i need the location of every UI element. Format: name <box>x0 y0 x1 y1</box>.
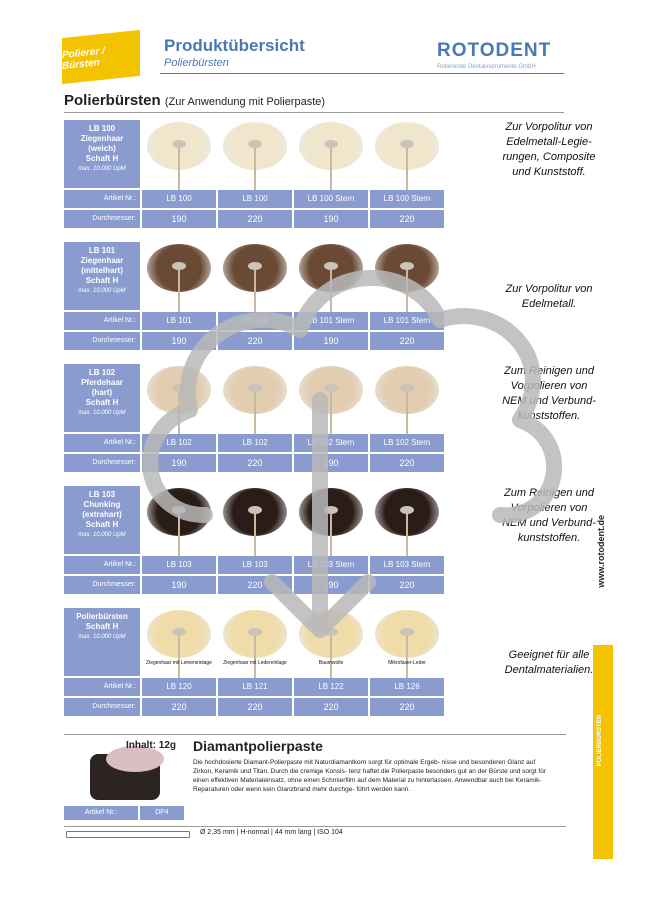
shank-spec: Ø 2,35 mm | H-normal | 44 mm lang | ISO 104 <box>200 829 343 836</box>
article-cell: LB 101 <box>218 312 292 330</box>
diameter-cell: 220 <box>218 454 292 472</box>
article-label: Artikel Nr.: <box>64 312 140 330</box>
diameter-row <box>64 698 454 716</box>
diameter-label: Durchmesser: <box>64 332 140 350</box>
diameter-label: Durchmesser: <box>64 454 140 472</box>
article-cell: LB 102 Stern <box>370 434 444 452</box>
diameter-cell: 190 <box>142 210 216 228</box>
diameter-cell: 190 <box>294 576 368 594</box>
product-label-line: (weich) <box>88 144 116 153</box>
brush-shaft-icon <box>178 514 180 556</box>
article-cell: LB 100 <box>142 190 216 208</box>
brush-shaft-icon <box>406 636 408 678</box>
description-line: Edelmetall-Legie- <box>506 136 592 148</box>
section-title <box>64 92 325 109</box>
diameter-cell: 220 <box>218 698 292 716</box>
article-row <box>64 678 454 696</box>
description-line: Zum Reinigen und <box>504 365 594 377</box>
product-label-line: Ziegenhaar <box>80 256 124 265</box>
diameter-cell: 220 <box>218 576 292 594</box>
page-title: Produktübersicht <box>164 36 305 55</box>
diameter-cell: 190 <box>142 332 216 350</box>
article-cell: LB 103 Stern <box>294 556 368 574</box>
article-cell: LB 121 <box>218 678 292 696</box>
article-cell: LB 122 <box>294 678 368 696</box>
article-row <box>64 434 454 452</box>
product-label-line: (hart) <box>91 388 113 397</box>
product-speed: max. 10.000 UpM <box>78 532 126 538</box>
product-label-line: Chunking <box>83 500 121 509</box>
diameter-cell: 190 <box>142 576 216 594</box>
paste-divider <box>64 734 566 735</box>
brush-shaft-icon <box>330 392 332 434</box>
article-cell: LB 101 Stern <box>370 312 444 330</box>
diameter-row <box>64 454 454 472</box>
product-label-line: (extrahart) <box>82 510 122 519</box>
brush-shaft-icon <box>254 636 256 678</box>
brush-shaft-icon <box>406 270 408 312</box>
product-label-line: Schaft H <box>85 622 119 631</box>
description-line: kunststoffen. <box>517 532 581 544</box>
description-line: Dentalmaterialien. <box>504 664 594 676</box>
product-label-line: LB 103 <box>88 490 116 499</box>
brush-hub-icon <box>248 506 262 514</box>
product-label <box>64 242 140 310</box>
diameter-row <box>64 210 454 228</box>
diameter-label: Durchmesser: <box>64 576 140 594</box>
brush-hub-icon <box>400 262 414 270</box>
diameter-cell: 220 <box>370 698 444 716</box>
side-category-label: POLIERBÜRSTEN <box>597 715 603 767</box>
paste-article-row <box>64 806 184 820</box>
paste-jar-image <box>74 740 177 804</box>
shank-icon <box>66 831 190 838</box>
description-line: kunststoffen. <box>517 410 581 422</box>
product-label-line: LB 101 <box>88 246 116 255</box>
brush-shaft-icon <box>330 270 332 312</box>
article-cell: LB 102 <box>142 434 216 452</box>
brush-shaft-icon <box>406 392 408 434</box>
article-cell: LB 101 <box>142 312 216 330</box>
product-speed: max. 10.000 UpM <box>78 288 126 294</box>
diameter-label: Durchmesser: <box>64 698 140 716</box>
article-cell: LB 126 <box>370 678 444 696</box>
description-line: Zum Reinigen und <box>504 487 594 499</box>
description-line: und Kunststoff. <box>512 166 586 178</box>
section-divider <box>64 112 564 113</box>
brush-hub-icon <box>172 262 186 270</box>
product-label-line: Pferdehaar <box>81 378 123 387</box>
brush-hub-icon <box>400 140 414 148</box>
brush-shaft-icon <box>406 148 408 190</box>
diameter-cell: 220 <box>218 210 292 228</box>
brush-hub-icon <box>172 628 186 636</box>
product-label <box>64 608 140 676</box>
product-label-line: Schaft H <box>85 398 119 407</box>
bottom-divider <box>64 826 566 827</box>
page-subtitle: Polierbürsten <box>164 57 229 69</box>
brush-shaft-icon <box>330 514 332 556</box>
brush-shaft-icon <box>254 148 256 190</box>
brush-hub-icon <box>324 506 338 514</box>
product-speed: max. 10.000 UpM <box>78 634 126 640</box>
brush-caption: Ziegenhaar mit Ledereinlage <box>223 660 287 666</box>
article-cell: LB 103 Stern <box>370 556 444 574</box>
diameter-cell: 220 <box>370 210 444 228</box>
product-images <box>142 242 452 310</box>
description-line: NEM und Verbund- <box>502 395 596 407</box>
product-block <box>64 120 596 228</box>
side-category-tab <box>593 645 613 859</box>
diameter-row <box>64 332 454 350</box>
brush-hub-icon <box>324 384 338 392</box>
product-block <box>64 486 596 594</box>
article-cell: LB 103 <box>218 556 292 574</box>
description-line: Edelmetall. <box>521 298 577 310</box>
brush-caption: Baumwolle <box>318 660 344 666</box>
brush-hub-icon <box>400 628 414 636</box>
diameter-cell: 220 <box>370 332 444 350</box>
diameter-label: Durchmesser: <box>64 210 140 228</box>
product-images <box>142 486 452 554</box>
product-label-line: Schaft H <box>85 520 119 529</box>
article-label: Artikel Nr.: <box>64 434 140 452</box>
category-tab: Polierer / Bürsten <box>62 30 140 84</box>
brush-hub-icon <box>172 384 186 392</box>
brush-shaft-icon <box>178 392 180 434</box>
description-line: Zur Vorpolitur von <box>505 283 593 295</box>
product-description <box>464 282 634 312</box>
diameter-cell: 220 <box>370 576 444 594</box>
product-images <box>142 608 452 676</box>
product-label-line: (mittelhart) <box>81 266 123 275</box>
article-label: Artikel Nr.: <box>64 190 140 208</box>
article-label: Artikel Nr.: <box>64 678 140 696</box>
brand-tagline: Rotierende Dentalinstrumente GmbH <box>437 64 536 70</box>
article-label: Artikel Nr.: <box>64 556 140 574</box>
brand-logo: ROTODENT <box>437 40 552 61</box>
description-line: rungen, Composite <box>502 151 596 163</box>
brush-caption: Mikrofaser-Leder <box>388 660 426 666</box>
product-images <box>142 120 452 188</box>
article-row <box>64 190 454 208</box>
side-url: www.rotodent.de <box>596 515 606 588</box>
article-cell: LB 120 <box>142 678 216 696</box>
description-line: Vorpolieren von <box>510 380 588 392</box>
paste-article-label: Artikel Nr.: <box>64 806 138 820</box>
section-subtitle: (Zur Anwendung mit Polierpaste) <box>164 96 326 108</box>
brush-hub-icon <box>172 140 186 148</box>
brush-shaft-icon <box>254 514 256 556</box>
diameter-cell: 220 <box>370 454 444 472</box>
product-block <box>64 608 594 716</box>
diameter-cell: 190 <box>294 210 368 228</box>
product-label <box>64 486 140 554</box>
article-cell: LB 100 <box>218 190 292 208</box>
brush-hub-icon <box>172 506 186 514</box>
diameter-row <box>64 576 454 594</box>
brush-shaft-icon <box>254 392 256 434</box>
article-cell: LB 102 Stern <box>294 434 368 452</box>
description-line: Geeignet für alle <box>508 649 590 661</box>
brush-hub-icon <box>400 384 414 392</box>
article-cell: LB 101 Stern <box>294 312 368 330</box>
product-label-line: Polierbürsten <box>76 612 128 621</box>
article-cell: LB 103 <box>142 556 216 574</box>
brush-hub-icon <box>324 262 338 270</box>
product-block <box>64 242 593 350</box>
brush-hub-icon <box>324 628 338 636</box>
article-row <box>64 556 454 574</box>
brush-hub-icon <box>248 628 262 636</box>
product-label-line: Ziegenhaar <box>80 134 124 143</box>
article-cell: LB 100 Stern <box>294 190 368 208</box>
paste-description: Die hochdosierte Diamant-Polierpaste mit Naturdiamantkorn sorgt für optimale Ergeb- nisse und besonderen Glanz auf Zirkon, Keramik und Titan. Durch die cremige Konsis- tenz haftet die Polierpaste besonders gut an der Bürste und sorgt für einen effektiven Materialeinsatz, ohne einen Schmierfilm auf dem Material zu hinterlassen. Anwendbar auch bei Keramik-Reparaturen oder wenn kein Glanzbrand mehr durchge- führt werden kann. <box>193 759 546 793</box>
description-line: Zur Vorpolitur von <box>505 121 593 133</box>
product-speed: max. 10.000 UpM <box>78 166 126 172</box>
product-block <box>64 364 596 472</box>
product-label <box>64 364 140 432</box>
product-description <box>464 120 634 180</box>
diameter-cell: 220 <box>142 698 216 716</box>
brush-shaft-icon <box>178 270 180 312</box>
article-cell: LB 100 Stern <box>370 190 444 208</box>
brush-shaft-icon <box>254 270 256 312</box>
product-label-line: Schaft H <box>85 154 119 163</box>
paste-article-value: DP4 <box>140 806 184 820</box>
brush-hub-icon <box>248 140 262 148</box>
brush-shaft-icon <box>330 636 332 678</box>
paste-content: Inhalt: 12g <box>126 740 177 751</box>
brush-shaft-icon <box>330 148 332 190</box>
brush-hub-icon <box>324 140 338 148</box>
description-line: Vorpolieren von <box>510 502 588 514</box>
article-row <box>64 312 454 330</box>
brush-shaft-icon <box>406 514 408 556</box>
product-label <box>64 120 140 188</box>
brush-shaft-icon <box>178 148 180 190</box>
product-label-line: LB 102 <box>88 368 116 377</box>
paste-title: Diamantpolierpaste <box>193 738 323 754</box>
diameter-cell: 220 <box>218 332 292 350</box>
product-speed: max. 10.000 UpM <box>78 410 126 416</box>
description-line: NEM und Verbund- <box>502 517 596 529</box>
product-images <box>142 364 452 432</box>
brush-hub-icon <box>248 384 262 392</box>
article-cell: LB 102 <box>218 434 292 452</box>
diameter-cell: 220 <box>294 698 368 716</box>
brush-hub-icon <box>248 262 262 270</box>
product-description <box>464 364 634 424</box>
diameter-cell: 190 <box>142 454 216 472</box>
product-label-line: Schaft H <box>85 276 119 285</box>
section-title-text: Polierbürsten <box>64 92 161 109</box>
brush-hub-icon <box>400 506 414 514</box>
diameter-cell: 190 <box>294 332 368 350</box>
brush-caption: Ziegenhaar mit Leineneinlage <box>146 660 212 666</box>
brush-shaft-icon <box>178 636 180 678</box>
diameter-cell: 190 <box>294 454 368 472</box>
product-label-line: LB 100 <box>88 124 116 133</box>
header-divider <box>160 73 564 74</box>
